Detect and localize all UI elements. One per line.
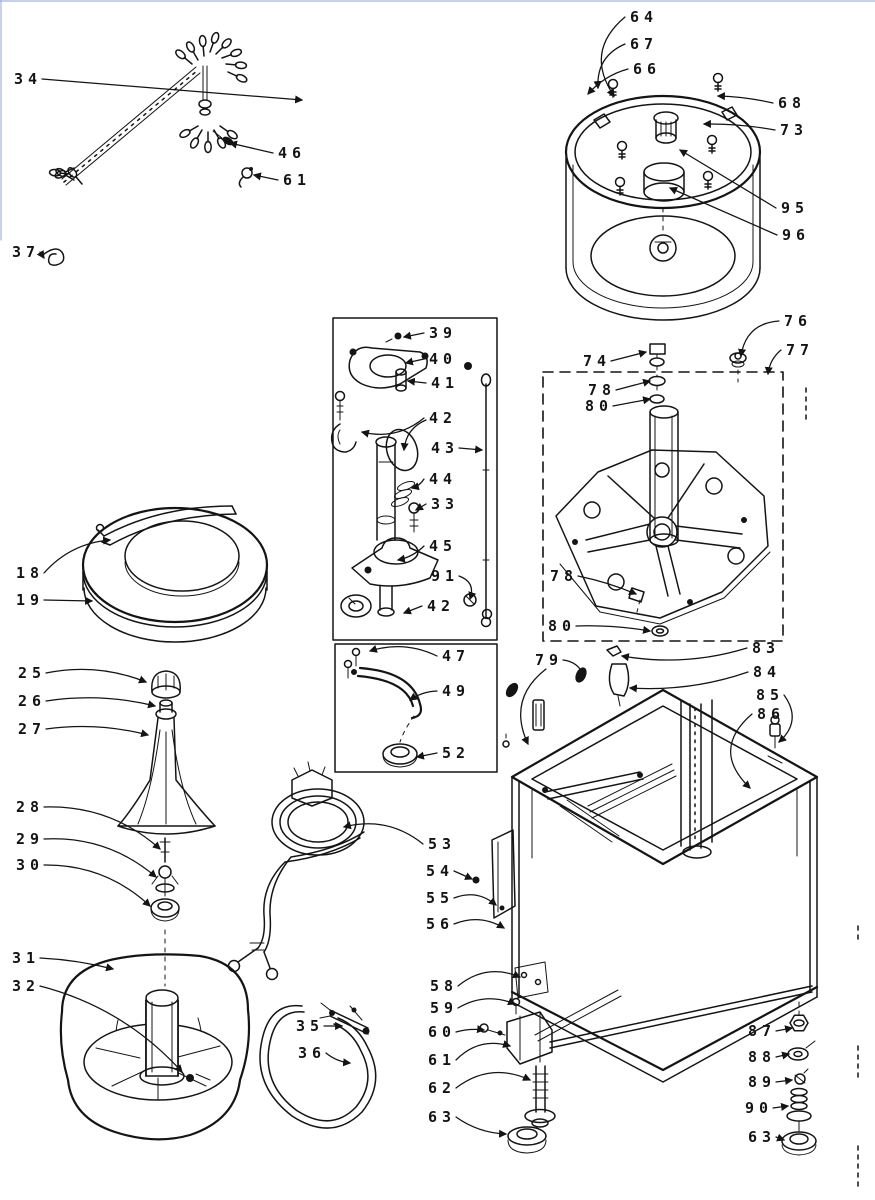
part-label-58: 58 xyxy=(430,977,459,995)
leader-line-59 xyxy=(458,999,515,1008)
part-label-39: 39 xyxy=(429,324,458,342)
part-label-77: 77 xyxy=(786,341,815,359)
strap-parts-box xyxy=(335,644,497,772)
part-label-35: 35 xyxy=(296,1017,325,1035)
tub-ring-drawing xyxy=(83,506,267,642)
gearcase-boundary-box xyxy=(543,372,783,641)
part-label-67: 67 xyxy=(630,35,659,53)
leg-bracket-61 xyxy=(507,1012,552,1064)
part-label-42: 42 xyxy=(429,409,458,427)
part-label-25: 25 xyxy=(18,664,47,682)
part-label-79: 79 xyxy=(535,651,564,669)
part-label-26: 26 xyxy=(18,692,47,710)
part-label-18: 18 xyxy=(16,564,45,582)
base-plate-45 xyxy=(352,538,438,586)
part-label-60: 60 xyxy=(428,1023,457,1041)
leader-line-27 xyxy=(46,726,148,735)
part-label-95: 95 xyxy=(781,199,810,217)
ground-strap-49 xyxy=(360,668,421,718)
leader-line-78 xyxy=(616,381,650,390)
part-label-31: 31 xyxy=(12,949,41,967)
leveling-leg-62 xyxy=(536,1066,545,1112)
leader-line-55 xyxy=(454,895,496,905)
leader-line-37 xyxy=(40,252,44,258)
part-label-36: 36 xyxy=(298,1044,327,1062)
part-label-73: 73 xyxy=(780,121,809,139)
part-label-28: 28 xyxy=(16,798,45,816)
part-label-89: 89 xyxy=(748,1073,777,1091)
leader-line-66 xyxy=(588,69,628,94)
part-label-30: 30 xyxy=(16,856,45,874)
leader-line-56 xyxy=(454,920,504,928)
part-label-59: 59 xyxy=(430,999,459,1017)
leader-line-58 xyxy=(458,972,520,986)
part-label-88: 88 xyxy=(748,1048,777,1066)
leader-line-73 xyxy=(704,124,775,130)
access-panel-drawing xyxy=(473,830,516,918)
part-label-47: 47 xyxy=(442,647,471,665)
part-label-78: 78 xyxy=(550,567,579,585)
leader-line-88 xyxy=(776,1054,789,1057)
leader-line-44 xyxy=(412,479,424,488)
leader-line-60 xyxy=(456,1029,484,1032)
leader-line-90 xyxy=(773,1106,788,1108)
part-label-46: 46 xyxy=(278,144,307,162)
wiring-harness-drawing xyxy=(49,32,253,187)
leader-line-87 xyxy=(776,1028,792,1031)
part-label-78: 78 xyxy=(588,381,617,399)
leader-line-42 xyxy=(404,606,422,613)
leader-line-63 xyxy=(456,1117,506,1134)
part-label-53: 53 xyxy=(428,835,457,853)
part-label-54: 54 xyxy=(426,862,455,880)
part-label-49: 49 xyxy=(442,682,471,700)
leader-line-68 xyxy=(718,96,773,103)
fastener-column-drawing xyxy=(782,1002,816,1155)
stud-26 xyxy=(160,700,172,706)
part-label-42: 42 xyxy=(427,597,456,615)
shaft-seal-parts-drawing xyxy=(151,838,179,986)
part-label-33: 33 xyxy=(431,495,460,513)
part-label-32: 32 xyxy=(12,977,41,995)
counterweight xyxy=(381,425,423,474)
leader-line-52 xyxy=(417,753,437,757)
part-label-62: 62 xyxy=(428,1079,457,1097)
leader-line-64 xyxy=(601,17,625,96)
leader-line-74 xyxy=(611,352,646,361)
part-label-27: 27 xyxy=(18,720,47,738)
leader-line-40 xyxy=(406,359,424,363)
leader-line-36 xyxy=(326,1053,350,1063)
part-label-61: 61 xyxy=(428,1051,457,1069)
part-label-55: 55 xyxy=(426,889,455,907)
shield-84 xyxy=(609,664,628,696)
part-label-63: 63 xyxy=(428,1108,457,1126)
leader-line-28 xyxy=(44,807,160,849)
grommet xyxy=(341,595,371,617)
plate-bolt-78 xyxy=(629,588,644,602)
part-label-43: 43 xyxy=(431,439,460,457)
gearcase-assembly-drawing xyxy=(543,344,783,641)
part-label-80: 80 xyxy=(585,397,614,415)
part-label-83: 83 xyxy=(752,639,781,657)
leader-line-43 xyxy=(459,448,482,450)
leader-line-54 xyxy=(454,871,472,879)
screw-39 xyxy=(395,333,402,340)
part-label-66: 66 xyxy=(633,60,662,78)
leader-line-25 xyxy=(46,669,146,682)
leader-line-84 xyxy=(630,672,748,689)
pin-60 xyxy=(480,1024,488,1032)
part-label-86: 86 xyxy=(757,705,786,723)
plate-nut-80 xyxy=(652,626,668,636)
leader-line-39 xyxy=(404,333,424,337)
part-label-76: 76 xyxy=(784,312,813,330)
part-label-80: 80 xyxy=(548,617,577,635)
part-label-52: 52 xyxy=(442,744,471,762)
agitator-drawing xyxy=(118,671,215,834)
part-label-56: 56 xyxy=(426,915,455,933)
leader-line-41 xyxy=(408,381,426,383)
part-label-74: 74 xyxy=(583,352,612,370)
spring-washers-90 xyxy=(791,1089,807,1096)
leader-line-61 xyxy=(456,1043,510,1060)
part-label-34: 34 xyxy=(14,70,43,88)
panel-screw-54 xyxy=(473,877,480,884)
tab-washer-88 xyxy=(788,1048,808,1060)
part-label-37: 37 xyxy=(12,243,41,261)
leader-line-77 xyxy=(768,350,781,374)
part-label-91: 91 xyxy=(431,567,460,585)
clamp-35 xyxy=(330,1010,368,1034)
part-label-85: 85 xyxy=(756,686,785,704)
part-label-61: 61 xyxy=(283,171,312,189)
bracket-42 xyxy=(332,424,356,452)
power-cord-drawing xyxy=(229,762,365,980)
spin-tube-cap-96 xyxy=(644,163,684,181)
part-label-19: 19 xyxy=(16,591,45,609)
leader-line-29 xyxy=(44,839,156,877)
corner-brace-58 xyxy=(515,962,548,998)
leader-line-18 xyxy=(44,540,110,573)
leader-line-26 xyxy=(46,698,155,706)
leader-line-86 xyxy=(731,714,752,788)
part-label-90: 90 xyxy=(745,1099,774,1117)
hex-nut-87 xyxy=(790,1015,808,1031)
leader-line-30 xyxy=(44,865,150,906)
part-labels-layer xyxy=(12,8,814,1146)
leader-line-80 xyxy=(613,399,650,406)
part-label-40: 40 xyxy=(429,350,458,368)
leader-line-47 xyxy=(370,647,437,656)
bolt-29 xyxy=(159,866,171,878)
part-label-96: 96 xyxy=(782,226,811,244)
leader-line-62 xyxy=(456,1073,530,1088)
drive-parts-box xyxy=(332,318,497,640)
clip-83 xyxy=(607,646,621,656)
bolt-33 xyxy=(409,503,419,513)
leader-line-89 xyxy=(776,1080,792,1082)
part-label-41: 41 xyxy=(431,374,460,392)
hook-37-drawing xyxy=(44,249,64,265)
leader-line-76 xyxy=(741,321,779,356)
leader-line-46 xyxy=(230,143,273,153)
part-label-64: 64 xyxy=(630,8,659,26)
leader-line-19 xyxy=(44,600,92,601)
part-label-84: 84 xyxy=(753,663,782,681)
part-label-29: 29 xyxy=(16,830,45,848)
wire-clips-79-drawing xyxy=(503,666,589,747)
spin-basket-drawing xyxy=(61,954,249,1139)
leader-line-61 xyxy=(254,175,278,180)
part-label-45: 45 xyxy=(429,537,458,555)
part-label-63: 63 xyxy=(748,1128,777,1146)
part-label-44: 44 xyxy=(429,470,458,488)
part-label-68: 68 xyxy=(778,94,807,112)
part-label-87: 87 xyxy=(748,1022,777,1040)
leader-line-80 xyxy=(576,626,650,631)
leader-line-83 xyxy=(622,648,747,660)
outer-tub-drawing xyxy=(566,74,760,321)
spring-44 xyxy=(396,480,415,493)
margin-tick-marks xyxy=(806,388,858,1188)
